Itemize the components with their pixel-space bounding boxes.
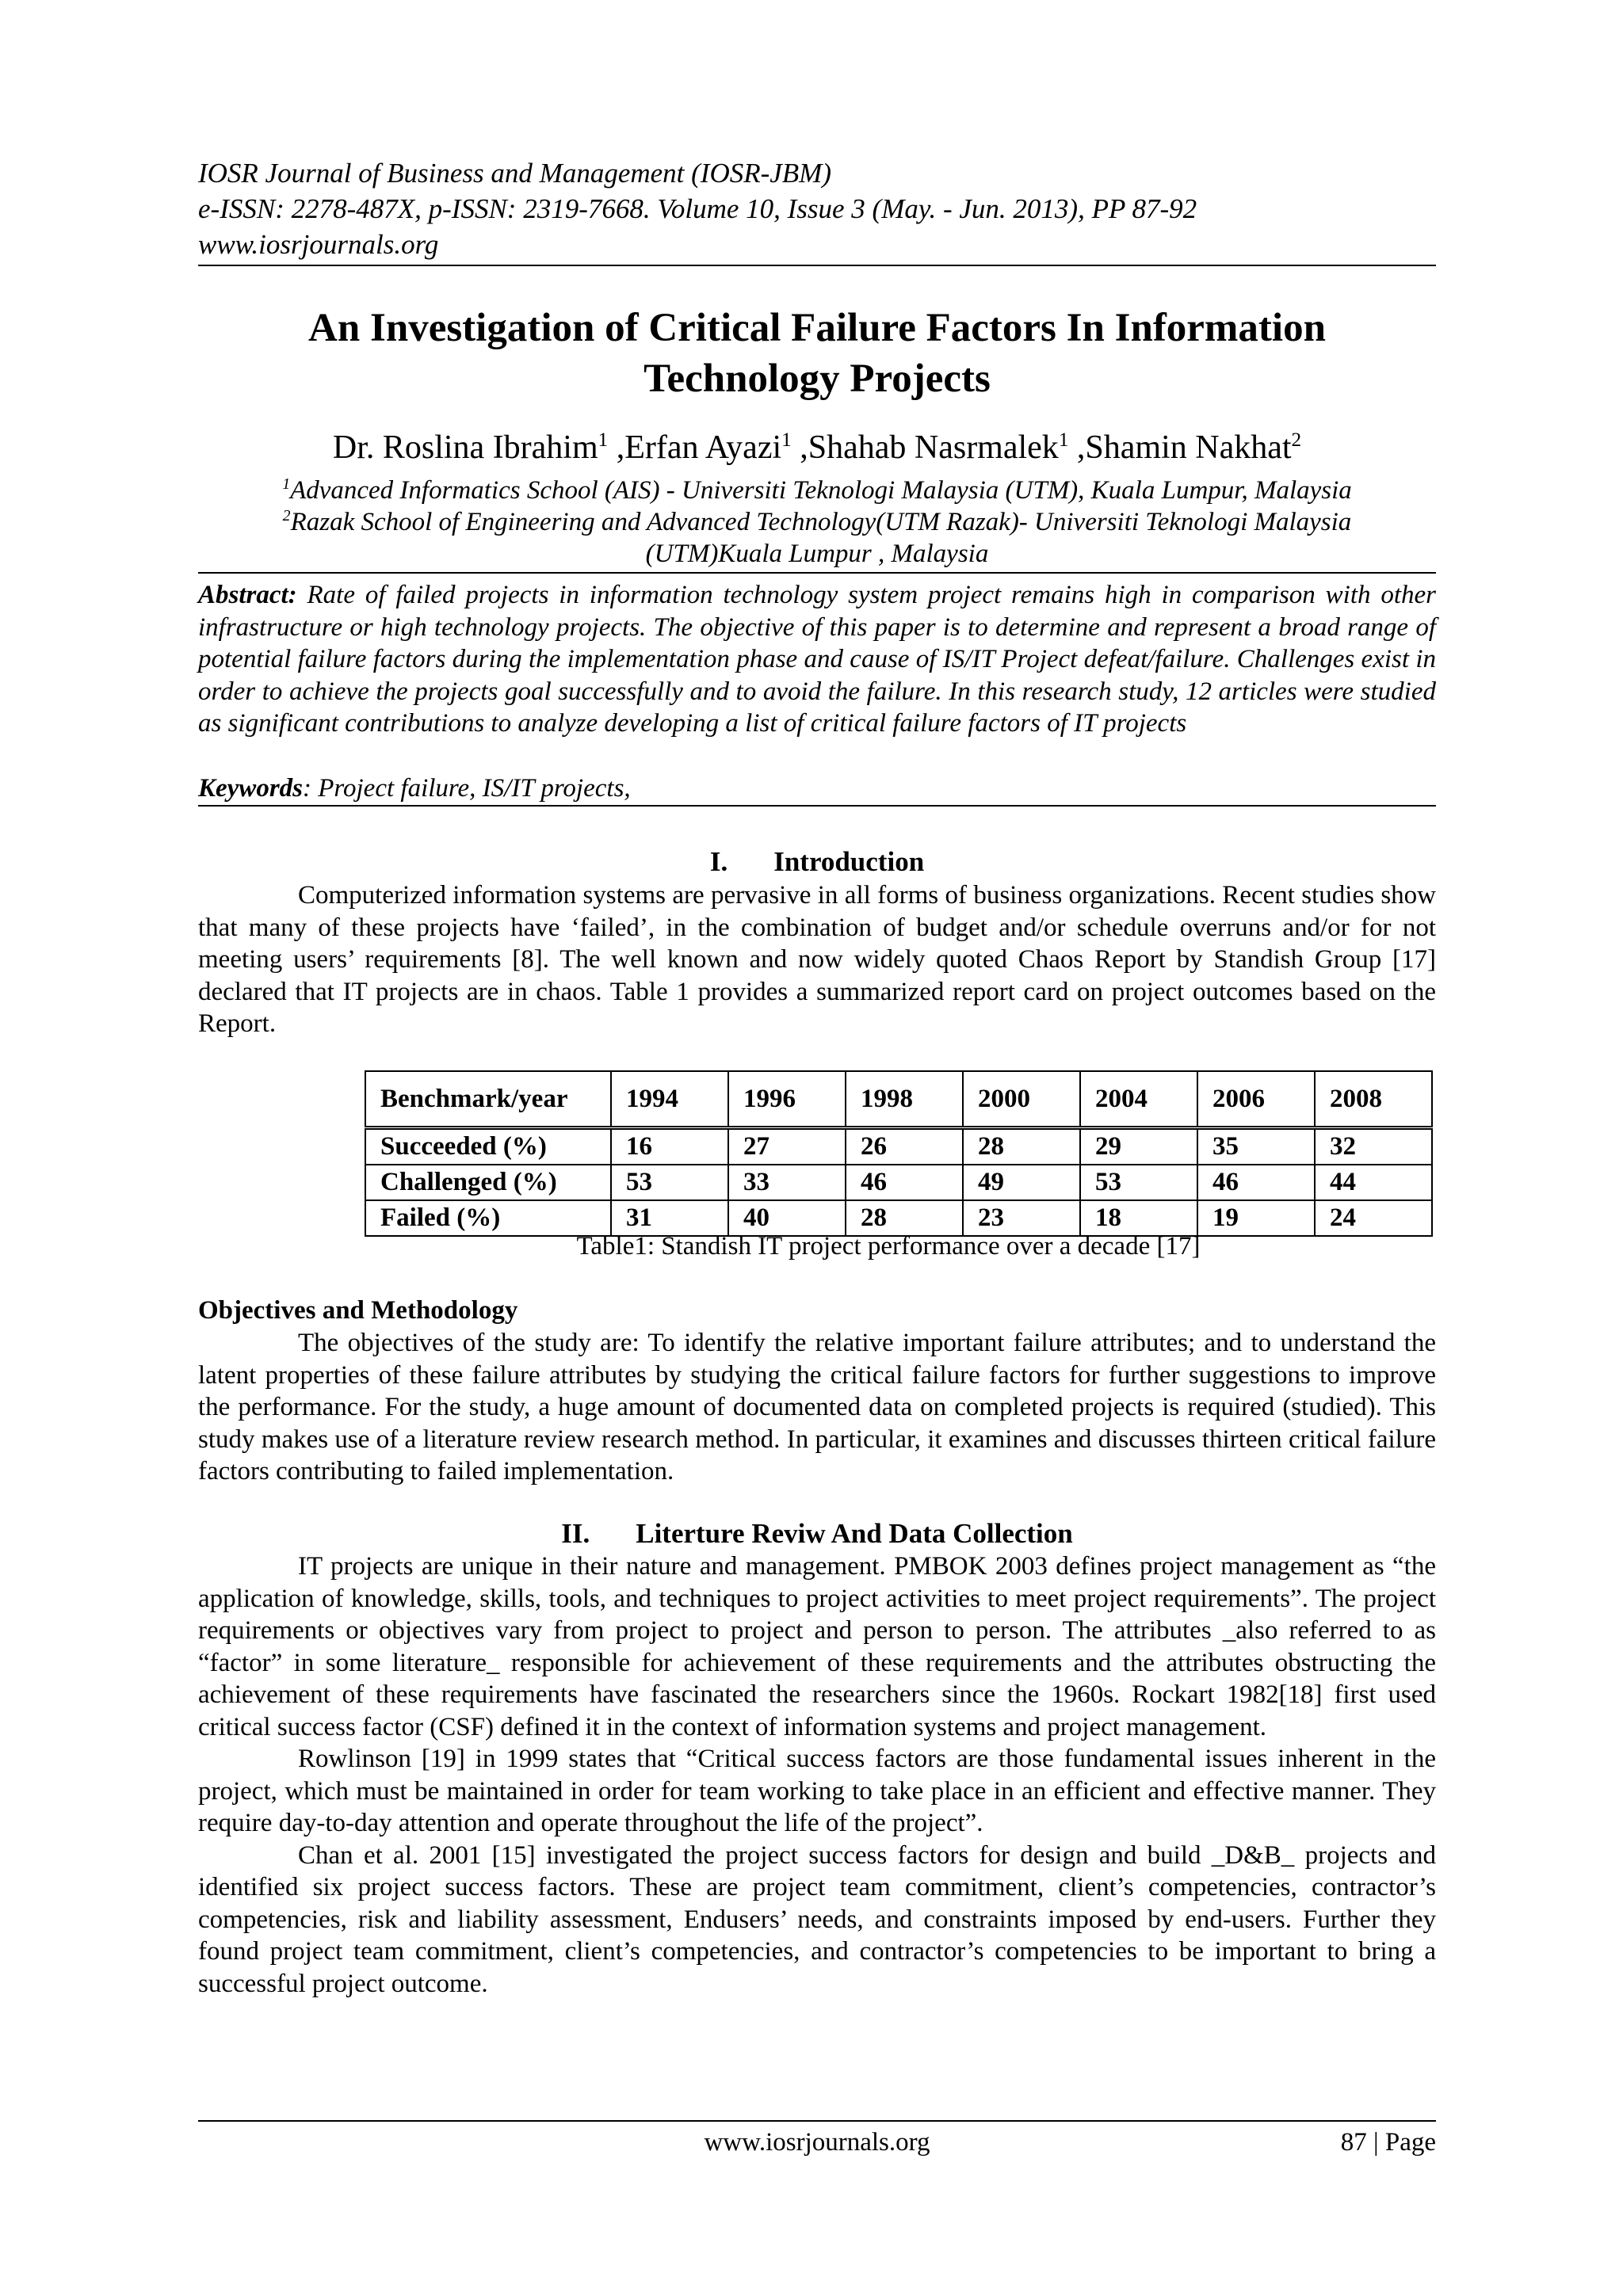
table-header-cell: 1998 [846, 1071, 963, 1128]
table-row-label: Failed (%) [365, 1200, 611, 1236]
objectives-paragraph: The objectives of the study are: To identify the relative important failure attributes; and to understand the latent properties of these failure attributes by studying the critical failure factors for further suggestions to improve the performance. For the study, a huge amount of documented data on completed projects is required (studied). This study makes use of a literature review research method. In particular, it examines and discusses thirteen critical failure factors contributing to failed implementation. [198, 1329, 1436, 1486]
section-heading-2 [198, 1517, 1436, 1550]
page-number: 87 | Page [1340, 2128, 1436, 2157]
author-name: ,Shamin Nakhat [1068, 429, 1292, 466]
table-cell: 53 [1080, 1165, 1197, 1200]
abstract-label: Abstract: [198, 581, 297, 609]
affil-text: Razak School of Engineering and Advanced Technology(UTM Razak)- Universiti Teknologi Malaysia [290, 508, 1352, 536]
literature-paragraph-2: Rowlinson [19] in 1999 states that “Critical success factors are those fundamental issues inherent in the project, which must be maintained in order for team working to take place in an efficient and effective manner. They require day-to-day attention and operate throughout the life of the project”. [198, 1745, 1436, 1837]
title-line-1: An Investigation of Critical Failure Factors In Information [308, 306, 1326, 350]
table-cell: 28 [846, 1200, 963, 1236]
header-rule [198, 265, 1436, 266]
footer-rule [198, 2120, 1436, 2122]
journal-header [198, 155, 1436, 262]
table-row-label: Challenged (%) [365, 1165, 611, 1200]
objectives-body [198, 1327, 1436, 1488]
journal-url: www.iosrjournals.org [198, 229, 439, 260]
table-cell: 40 [728, 1200, 846, 1236]
journal-name: IOSR Journal of Business and Management (IOSR-JBM) [198, 158, 831, 189]
table-row [365, 1165, 1432, 1200]
author-affil-mark: 2 [1291, 429, 1302, 451]
author-list [198, 428, 1436, 467]
paper-title [198, 303, 1436, 404]
abstract-top-rule [198, 572, 1436, 574]
intro-body [198, 879, 1436, 1040]
section-title: Introduction [773, 846, 925, 877]
keywords [198, 772, 1436, 804]
literature-body [198, 1550, 1436, 2000]
results-table-wrap [365, 1070, 1433, 1237]
author-name: Dr. Roslina Ibrahim [332, 429, 598, 466]
table-cell: 23 [963, 1200, 1080, 1236]
table-cell: 24 [1315, 1200, 1432, 1236]
author-name: ,Erfan Ayazi [608, 429, 782, 466]
section-title: Literture Reviw And Data Collection [636, 1518, 1073, 1549]
section-number: II. [561, 1518, 590, 1549]
table-cell: 31 [611, 1200, 728, 1236]
table-header-cell: 2000 [963, 1071, 1080, 1128]
affil-text: Advanced Informatics School (AIS) - Universiti Teknologi Malaysia (UTM), Kuala Lumpur, Malaysia [290, 476, 1352, 505]
affiliation-2 [198, 506, 1436, 538]
abstract-bottom-rule [198, 805, 1436, 807]
table-cell: 32 [1315, 1128, 1432, 1165]
author-name: ,Shahab Nasrmalek [791, 429, 1059, 466]
table-header-cell: 2006 [1197, 1071, 1315, 1128]
affil-mark: 1 [282, 475, 291, 493]
table-cell: 44 [1315, 1165, 1432, 1200]
table-header-cell: 2004 [1080, 1071, 1197, 1128]
title-line-2: Technology Projects [643, 357, 991, 401]
affil-mark: 2 [282, 507, 291, 524]
author-affil-mark: 1 [781, 429, 792, 451]
table-header-cell: 1994 [611, 1071, 728, 1128]
table-cell: 19 [1197, 1200, 1315, 1236]
table-header-row [365, 1071, 1432, 1128]
section-heading-1 [198, 845, 1436, 879]
literature-paragraph-1: IT projects are unique in their nature and management. PMBOK 2003 defines project management as “the application of knowledge, skills, tools, and techniques to project activities to meet project requirements”. The project requirements or objectives vary from project to project and person to person. The attributes _also referred to as “factor” in some literature_ responsible for achievement of these requirements and the attributes obstructing the achievement of these requirements have fascinated the researchers since the 1960s. Rockart 1982[18] first used critical success factor (CSF) defined it in the context of information systems and project management. [198, 1552, 1436, 1741]
table-header-cell: 2008 [1315, 1071, 1432, 1128]
table-cell: 16 [611, 1128, 728, 1165]
abstract-text: Rate of failed projects in information technology system project remains high in comparison with other infrastructure or high technology projects. The objective of this paper is to determine and represent a broad range of potential failure factors during the implementation phase and cause of IS/IT Project defeat/failure. Challenges exist in order to achieve the projects goal successfully and to avoid the failure. In this research study, 12 articles were studied as significant contributions to analyze developing a list of critical failure factors of IT projects [198, 581, 1436, 738]
intro-paragraph: Computerized information systems are pervasive in all forms of business organizations. Recent studies show that many of these projects have ‘failed’, in the combination of budget and/or schedule overruns and/or for not meeting users’ requirements [8]. The well known and now widely quoted Chaos Report by Standish Group [17] declared that IT projects are in chaos. Table 1 provides a summarized report card on project outcomes based on the Report. [198, 881, 1436, 1038]
author-affil-mark: 1 [598, 429, 609, 451]
table-header-cell: 1996 [728, 1071, 846, 1128]
table-cell: 46 [846, 1165, 963, 1200]
table-cell: 46 [1197, 1165, 1315, 1200]
table-cell: 28 [963, 1128, 1080, 1165]
table-cell: 27 [728, 1128, 846, 1165]
table-header-cell: Benchmark/year [365, 1071, 611, 1128]
footer-site: www.iosrjournals.org [704, 2128, 930, 2157]
abstract [198, 579, 1436, 740]
section-number: I. [709, 846, 728, 877]
table-caption: Table1: Standish IT project performance over a decade [17] [576, 1232, 1201, 1261]
results-table [365, 1070, 1433, 1237]
table-cell: 18 [1080, 1200, 1197, 1236]
table-cell: 35 [1197, 1128, 1315, 1165]
journal-issn: e-ISSN: 2278-487X, p-ISSN: 2319-7668. Volume 10, Issue 3 (May. - Jun. 2013), PP 87-92 [198, 193, 1197, 224]
table-row [365, 1128, 1432, 1165]
table-cell: 33 [728, 1165, 846, 1200]
table-row-label: Succeeded (%) [365, 1128, 611, 1165]
objectives-heading: Objectives and Methodology [198, 1296, 518, 1325]
keywords-label: Keywords [198, 774, 303, 803]
table-cell: 53 [611, 1165, 728, 1200]
affiliation-2-cont: (UTM)Kuala Lumpur , Malaysia [645, 540, 989, 568]
table-cell: 49 [963, 1165, 1080, 1200]
table-cell: 26 [846, 1128, 963, 1165]
keywords-text: : Project failure, IS/IT projects, [303, 774, 631, 803]
affiliation-1 [198, 475, 1436, 506]
author-affil-mark: 1 [1058, 429, 1069, 451]
table-cell: 29 [1080, 1128, 1197, 1165]
literature-paragraph-3: Chan et al. 2001 [15] investigated the project success factors for design and build _D&B_ projects and identified six project success factors. These are project team commitment, client’s competencies, contractor’s competencies, risk and liability assessment, Endusers’ needs, and constraints imposed by end-users. Further they found project team commitment, client’s competencies, and contractor’s competencies to be important to bring a successful project outcome. [198, 1840, 1436, 1998]
